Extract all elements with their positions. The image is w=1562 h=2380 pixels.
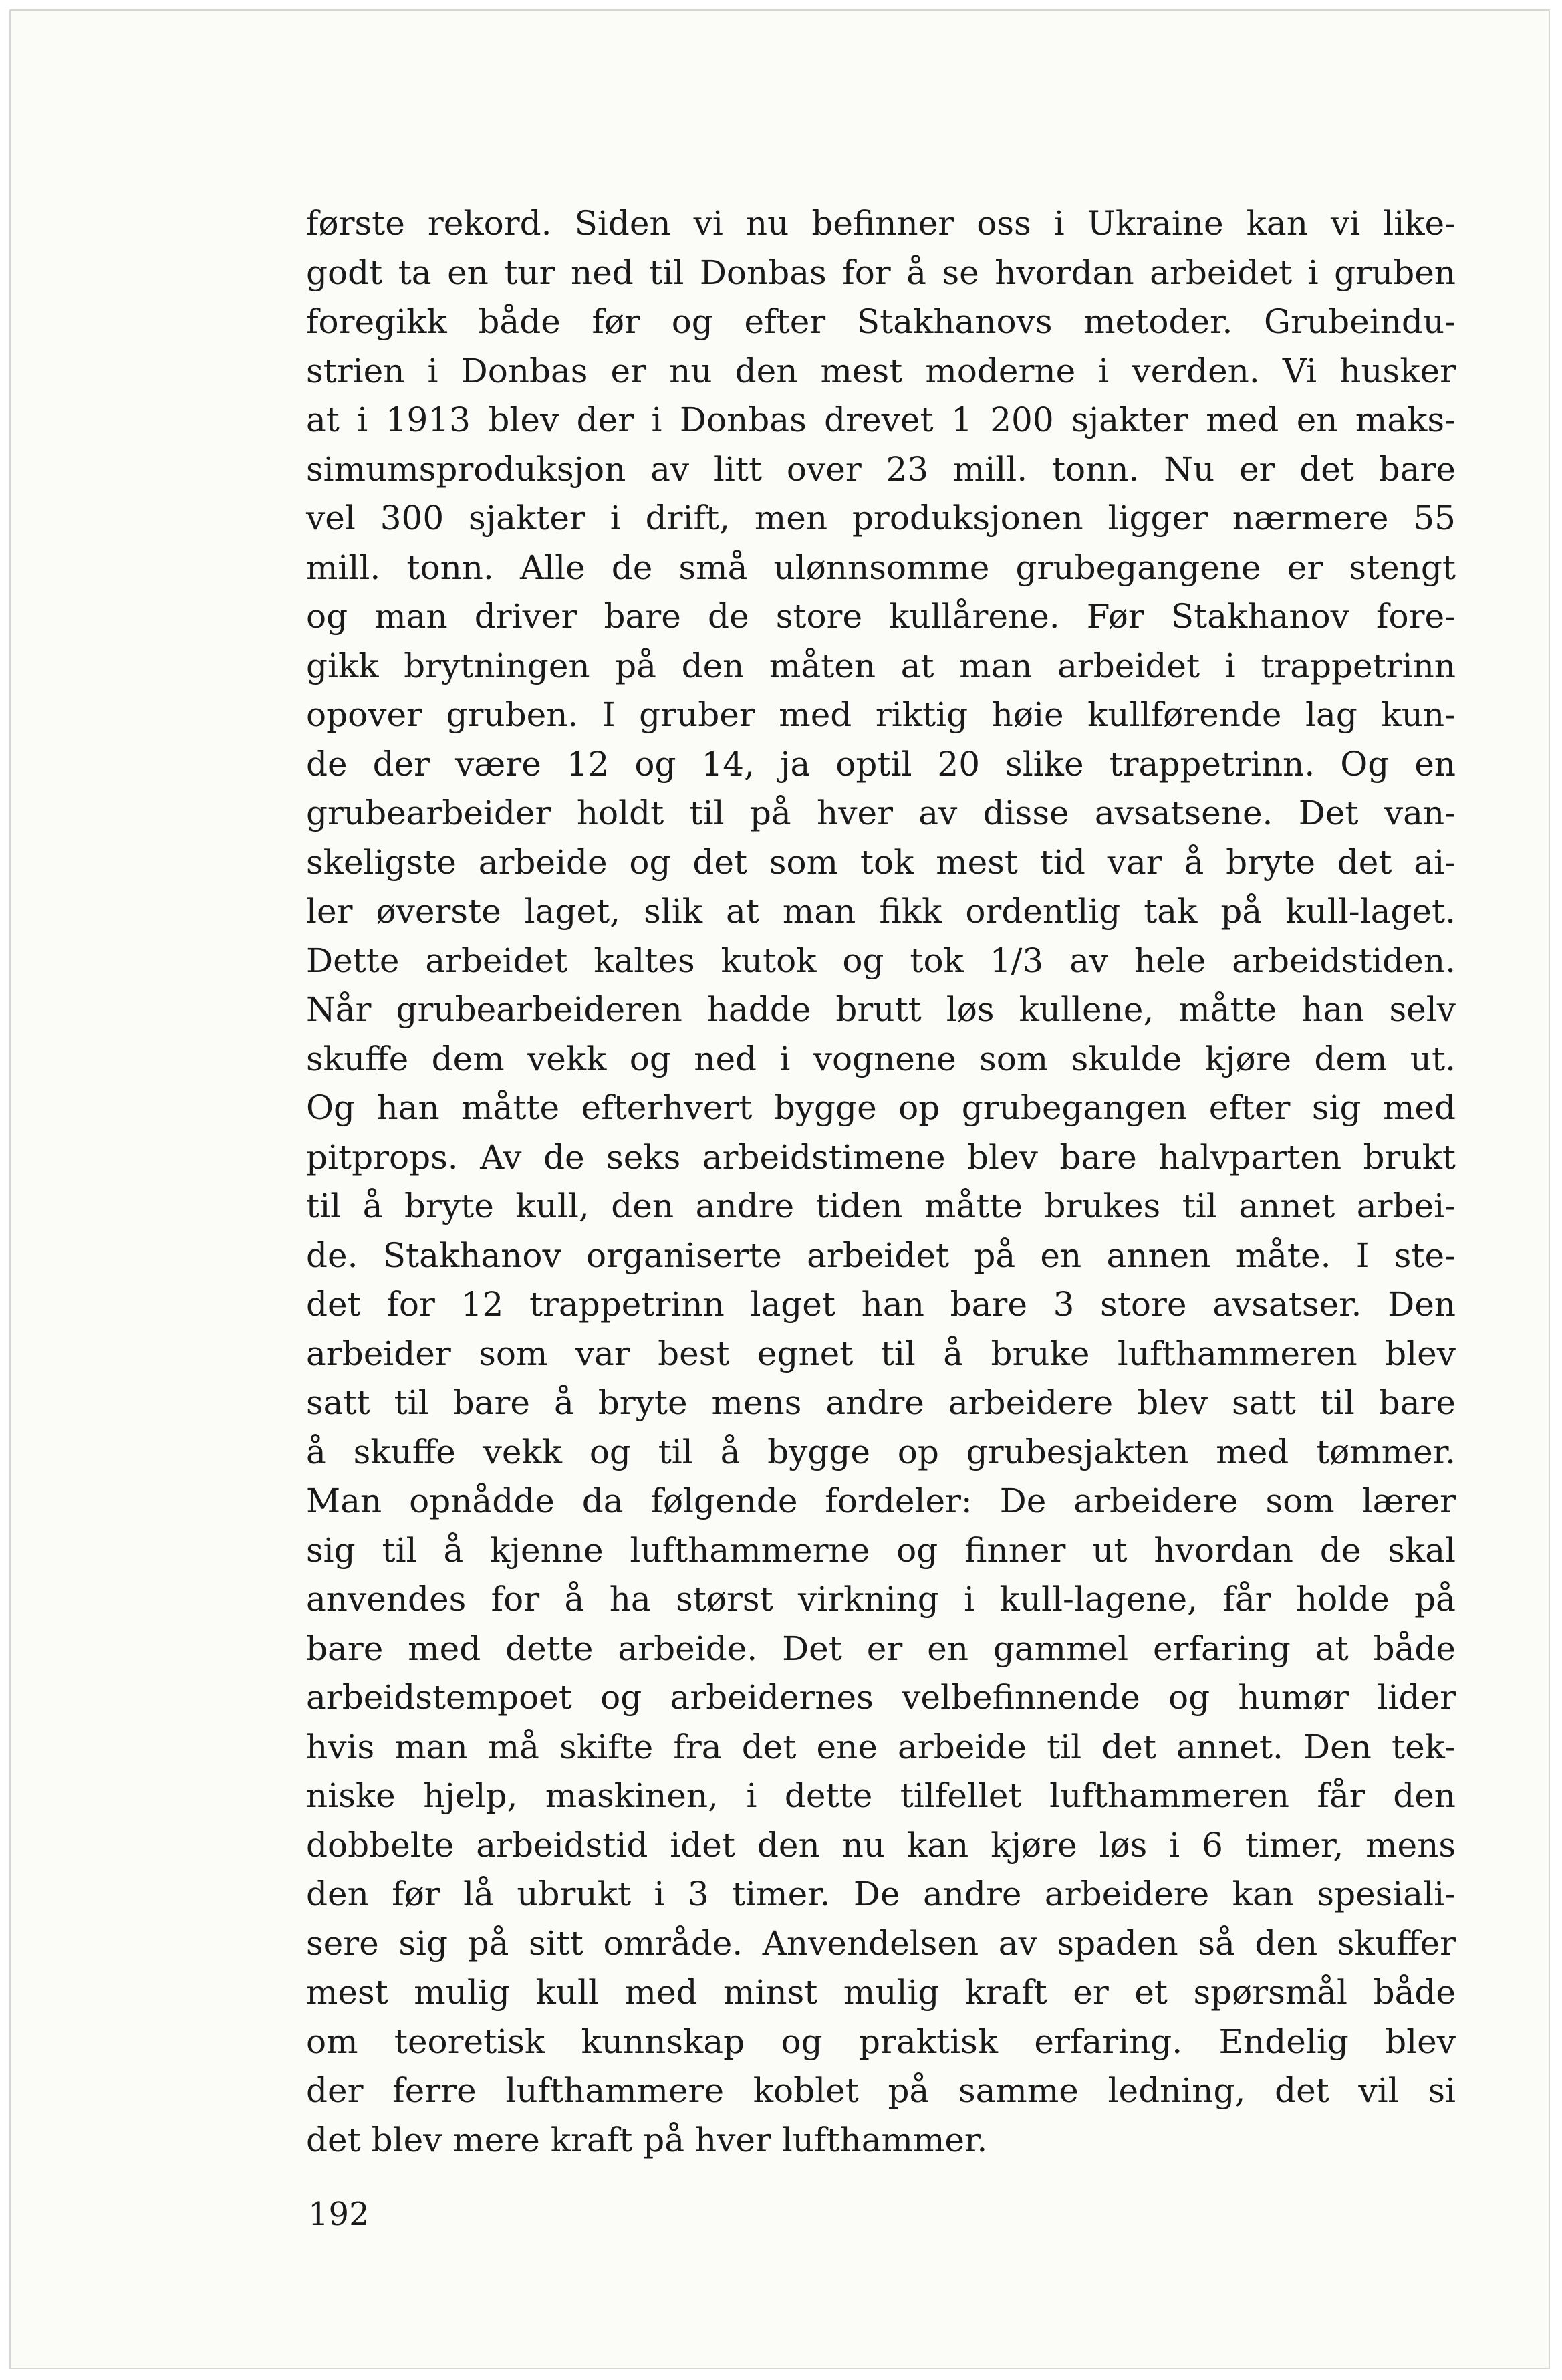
text-line: skeligste arbeide og det som tok mest tid var å bryte det ai- xyxy=(306,842,1456,882)
text-line: dobbelte arbeidstid idet den nu kan kjøre løs i 6 timer, mens xyxy=(306,1825,1456,1865)
text-line: godt ta en tur ned til Donbas for å se hvordan arbeidet i gruben xyxy=(306,253,1456,292)
text-line: at i 1913 blev der i Donbas drevet 1 200 sjakter med en maks- xyxy=(306,400,1456,439)
text-line: arbeidstempoet og arbeidernes velbefinnende og humør lider xyxy=(306,1678,1456,1717)
text-line: strien i Donbas er nu den mest moderne i verden. Vi husker xyxy=(306,351,1456,390)
text-line: skuffe dem vekk og ned i vognene som skulde kjøre dem ut. xyxy=(306,1039,1456,1078)
text-line: anvendes for å ha størst virkning i kull-lagene, får holde på xyxy=(306,1580,1456,1619)
text-line: første rekord. Siden vi nu befinner oss i Ukraine kan vi like- xyxy=(306,204,1456,243)
text-line: om teoretisk kunnskap og praktisk erfaring. Endelig blev xyxy=(306,2022,1456,2061)
text-line: Man opnådde da følgende fordeler: De arbeidere som lærer xyxy=(306,1481,1456,1520)
text-line: grubearbeider holdt til på hver av disse avsatsene. Det van- xyxy=(306,794,1456,832)
text-line: det for 12 trappetrinn laget han bare 3 store avsatser. Den xyxy=(306,1285,1456,1324)
text-line: hvis man må skifte fra det ene arbeide til det annet. Den tek- xyxy=(306,1727,1456,1766)
text-line: den før lå ubrukt i 3 timer. De andre arbeidere kan spesiali- xyxy=(306,1875,1456,1913)
text-line: vel 300 sjakter i drift, men produksjonen ligger nærmere 55 xyxy=(306,499,1456,538)
text-line: og man driver bare de store kullårene. Før Stakhanov fore- xyxy=(306,597,1456,636)
text-line: satt til bare å bryte mens andre arbeidere blev satt til bare xyxy=(306,1383,1456,1422)
text-line: Og han måtte efterhvert bygge op grubegangen efter sig med xyxy=(306,1088,1456,1127)
page-number: 192 xyxy=(308,2195,370,2233)
text-line: opover gruben. I gruber med riktig høie kullførende lag kun- xyxy=(306,695,1456,734)
text-line: pitprops. Av de seks arbeidstimene blev bare halvparten brukt xyxy=(306,1137,1456,1177)
text-line: de der være 12 og 14, ja optil 20 slike trappetrinn. Og en xyxy=(306,744,1456,784)
text-line: å skuffe vekk og til å bygge op grubesjakten med tømmer. xyxy=(306,1432,1456,1471)
text-line: sig til å kjenne lufthammerne og finner ut hvordan de skal xyxy=(306,1530,1456,1570)
text-line: arbeider som var best egnet til å bruke lufthammeren blev xyxy=(306,1334,1456,1373)
text-line: gikk brytningen på den måten at man arbeidet i trappetrinn xyxy=(306,646,1456,685)
text-line: ler øverste laget, slik at man fikk ordentlig tak på kull-laget. xyxy=(306,892,1456,931)
text-line: simumsproduksjon av litt over 23 mill. tonn. Nu er det bare xyxy=(306,449,1456,489)
text-line: sere sig på sitt område. Anvendelsen av spaden så den skuffer xyxy=(306,1923,1456,1963)
text-line: de. Stakhanov organiserte arbeidet på en annen måte. I ste- xyxy=(306,1235,1456,1275)
text-line: Dette arbeidet kaltes kutok og tok 1/3 av hele arbeidstiden. xyxy=(306,941,1456,980)
text-line: mest mulig kull med minst mulig kraft er et spørsmål både xyxy=(306,1973,1456,2012)
text-line: til å bryte kull, den andre tiden måtte brukes til annet arbei- xyxy=(306,1187,1456,1225)
text-line: Når grubearbeideren hadde brutt løs kullene, måtte han selv xyxy=(306,990,1456,1029)
text-line: der ferre lufthammere koblet på samme ledning, det vil si xyxy=(306,2071,1456,2110)
text-line: bare med dette arbeide. Det er en gammel erfaring at både xyxy=(306,1629,1456,1668)
text-line: mill. tonn. Alle de små ulønnsomme grubegangene er stengt xyxy=(306,548,1456,587)
text-line: niske hjelp, maskinen, i dette tilfellet lufthammeren får den xyxy=(306,1776,1456,1815)
text-line: foregikk både før og efter Stakhanovs metoder. Grubeindu- xyxy=(306,302,1456,341)
book-page xyxy=(9,9,1550,2369)
text-line: det blev mere kraft på hver lufthammer. xyxy=(306,2120,988,2159)
body-text xyxy=(306,199,1456,2165)
